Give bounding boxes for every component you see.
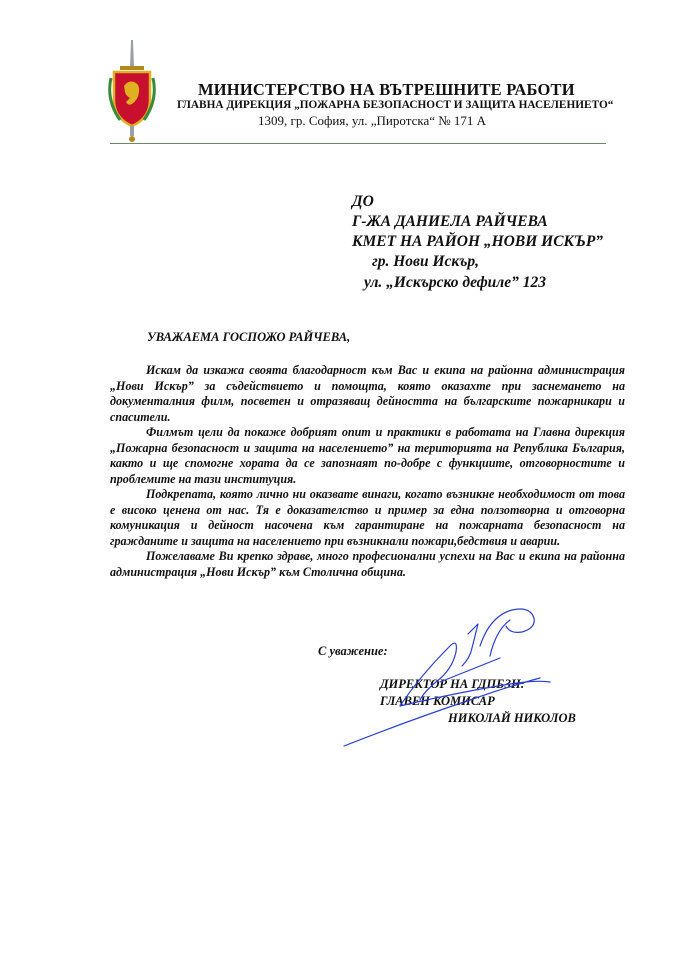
signatory-name: НИКОЛАЙ НИКОЛОВ [448,711,576,725]
letter-body [110,363,625,580]
ministry-address: 1309, гр. София, ул. „Пиротска“ № 171 А [258,113,487,128]
body-paragraph: Филмът цели да покаже добрият опит и практики в работата на Главна дирекция „Пожарна безопасност и защита на населението” на територията на Република България, както и ще спомогне хората да се запознаят по-добре с функциите, отговорностите и проблемите на тази институция. [110,425,625,486]
directorate-name: ГЛАВНА ДИРЕКЦИЯ „ПОЖАРНА БЕЗОПАСНОСТ И ЗАЩИТА НАСЕЛЕНИЕТО“ [177,99,614,111]
recipient-line: ул. „Искърско дефиле” 123 [364,274,547,291]
signatory-rank: ГЛАВЕН КОМИСАР [380,694,495,708]
closing-phrase: С уважение: [318,644,388,658]
recipient-line: Г-ЖА ДАНИЕЛА РАЙЧЕВА [352,213,548,230]
handwritten-signature [340,596,570,756]
body-paragraph: Искам да изкажа своята благодарност към Вас и екипа на районна администрация „Нови Искър” за съдействието и помощта, която оказахте при заснемането на документалния филм, посветен и отразяващ дейността на българските пожарникари и спасители. [110,363,625,424]
ministry-name: МИНИСТЕРСТВО НА ВЪТРЕШНИТЕ РАБОТИ [198,80,575,99]
recipient-line: ДО [352,193,374,210]
recipient-line: КМЕТ НА РАЙОН „НОВИ ИСКЪР” [352,233,604,250]
body-paragraph: Подкрепата, която лично ни оказвате винаги, когато възникне необходимост от това е високо ценена от нас. Тя е доказателство и пример за една ползотворна и отговорна комуникация и дейност насочена към гарантиране на пожарната безопасност на гражданите и защита на населението при възникнали пожари,бедствия и аварии. [110,487,625,548]
coat-of-arms-icon [106,38,158,144]
salutation: УВАЖАЕМА ГОСПОЖО РАЙЧЕВА, [147,330,351,344]
signatory-title: ДИРЕКТОР НА ГДПБЗН: [380,677,525,691]
recipient-line: гр. Нови Искър, [372,253,480,270]
header-divider [110,143,606,144]
body-paragraph: Пожелаваме Ви крепко здраве, много професионални успехи на Вас и екипа на районна администрация „Нови Искър” към Столична община. [110,549,625,579]
